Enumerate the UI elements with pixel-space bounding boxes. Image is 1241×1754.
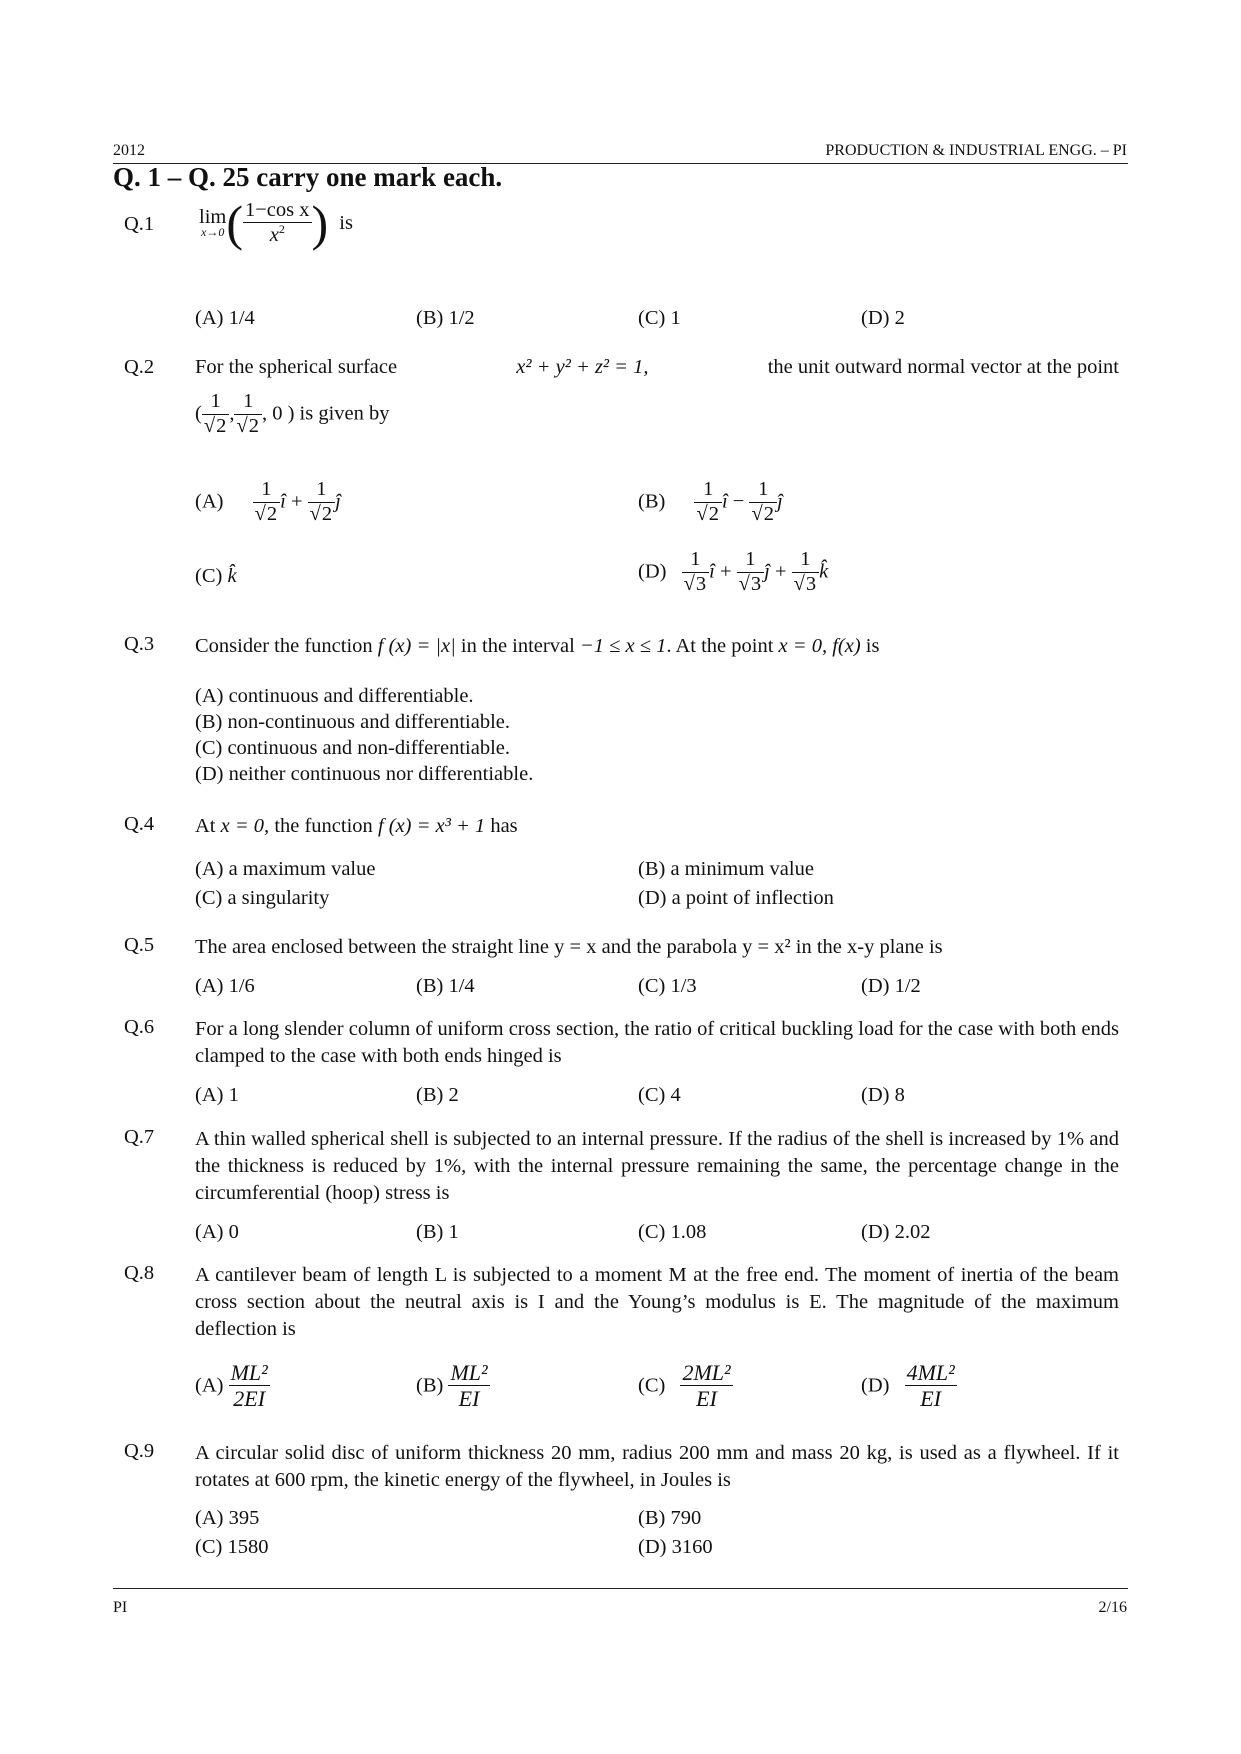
- q3-option-b: (B) non-continuous and differentiable.: [195, 711, 511, 733]
- q9-option-c: (C) 1580: [195, 1536, 269, 1558]
- q4-option-d: (D) a point of inflection: [638, 887, 834, 909]
- q1-option-a: (A) 1/4: [195, 307, 255, 329]
- q8-option-a: (A) $\frac{\text{ML²}}{2EI}$: [195, 1360, 268, 1412]
- q7-option-d: (D) 2.02: [861, 1221, 931, 1243]
- q8-option-c: (C) $\frac{\text{2ML²}}{EI}$: [638, 1360, 731, 1412]
- q2-text: For the spherical surface x² + y² + z² = 1, the unit outward normal vector at the point: [195, 356, 1119, 378]
- q7-option-c: (C) 1.08: [638, 1221, 707, 1243]
- q8-option-d: (D) $\frac{\text{4ML²}}{EI}$: [861, 1360, 955, 1412]
- q2-option-c: (C) k̂: [195, 565, 237, 587]
- q7-option-b: (B) 1: [416, 1221, 459, 1243]
- q4-option-a: (A) a maximum value: [195, 858, 376, 880]
- footer-rule: [113, 1588, 1128, 1589]
- q3-text: Consider the function f (x) = |x| in the interval −1 ≤ x ≤ 1. At the point x = 0, f(x) is: [195, 635, 880, 657]
- q2-option-b: (B) $\frac{1}{√2}$ î − $\frac{1}{√2}$ ĵ: [638, 478, 783, 525]
- question-number: Q.2: [124, 356, 155, 378]
- header-year: 2012: [113, 142, 145, 159]
- q3-option-d: (D) neither continuous nor differentiable.: [195, 763, 534, 785]
- q9-option-b: (B) 790: [638, 1507, 702, 1529]
- q9-text: A circular solid disc of uniform thickness 20 mm, radius 200 mm and mass 20 kg, is used as a flywheel. If it rotates at 600 rpm, the kinetic energy of the flywheel, in Joules is: [195, 1442, 1119, 1491]
- q5-text: The area enclosed between the straight line y = x and the parabola y = x² in the x-y plane is: [195, 936, 943, 958]
- limit-operator: lim x→0: [199, 206, 227, 239]
- q6-option-d: (D) 8: [861, 1084, 905, 1106]
- question-number: Q.1: [124, 213, 155, 235]
- q3-option-c: (C) continuous and non-differentiable.: [195, 737, 511, 759]
- q9-option-d: (D) 3160: [638, 1536, 713, 1558]
- footer-code: PI: [113, 1599, 128, 1616]
- q1-option-c: (C) 1: [638, 307, 681, 329]
- q3-option-a: (A) continuous and differentiable.: [195, 685, 474, 707]
- q8-text: A cantilever beam of length L is subjected to a moment M at the free end. The moment of inertia of the beam cross section about the neutral axis is I and the Young’s modulus is E. The magnitude of the maximum deflection is: [195, 1264, 1119, 1340]
- q5-option-b: (B) 1/4: [416, 975, 475, 997]
- q8-option-b: (B) $\frac{\text{ML²}}{EI}$: [416, 1360, 488, 1412]
- q5-option-a: (A) 1/6: [195, 975, 255, 997]
- q6-text: For a long slender column of uniform cross section, the ratio of critical buckling load for the case with both ends clamped to the case with both ends hinged is: [195, 1018, 1119, 1067]
- q7-option-a: (A) 0: [195, 1221, 239, 1243]
- q6-option-b: (B) 2: [416, 1084, 459, 1106]
- q9-option-a: (A) 395: [195, 1507, 260, 1529]
- q6-option-a: (A) 1: [195, 1084, 239, 1106]
- q2-option-a: (A) $\frac{1}{√2}$ î + $\frac{1}{√2}$ ĵ: [195, 478, 341, 525]
- section-title: Q. 1 – Q. 25 carry one mark each.: [113, 162, 503, 192]
- q4-text: At x = 0, the function f (x) = x³ + 1 has: [195, 815, 518, 837]
- q5-option-d: (D) 1/2: [861, 975, 921, 997]
- q1-expression: lim x→0 ( $\frac{\text{1−cos x}}{x^2}$ ) is: [199, 195, 353, 251]
- q1-option-b: (B) 1/2: [416, 307, 475, 329]
- header-subject: PRODUCTION & INDUSTRIAL ENGG. – PI: [825, 142, 1127, 159]
- q1-option-d: (D) 2: [861, 307, 905, 329]
- q4-option-c: (C) a singularity: [195, 887, 330, 909]
- q6-option-c: (C) 4: [638, 1084, 681, 1106]
- footer-page-number: 2/16: [1098, 1599, 1127, 1616]
- q7-text: A thin walled spherical shell is subjected to an internal pressure. If the radius of the shell is increased by 1% and the thickness is reduced by 1%, with the internal pressure remaining the same, the percentage change in the circumferential (hoop) stress is: [195, 1128, 1119, 1204]
- q4-option-b: (B) a minimum value: [638, 858, 814, 880]
- q5-option-c: (C) 1/3: [638, 975, 697, 997]
- q2-point: ( $\frac{1}{√2}$ , $\frac{1}{√2}$ , 0 ) is given by: [195, 390, 390, 437]
- q1-fraction: $\frac{\text{1−cos x}}{x^2}$: [245, 198, 310, 246]
- q2-option-d: (D) $\frac{1}{√3}$ î + $\frac{1}{√3}$ ĵ + $\frac{1}{√3}$ k̂: [638, 548, 829, 595]
